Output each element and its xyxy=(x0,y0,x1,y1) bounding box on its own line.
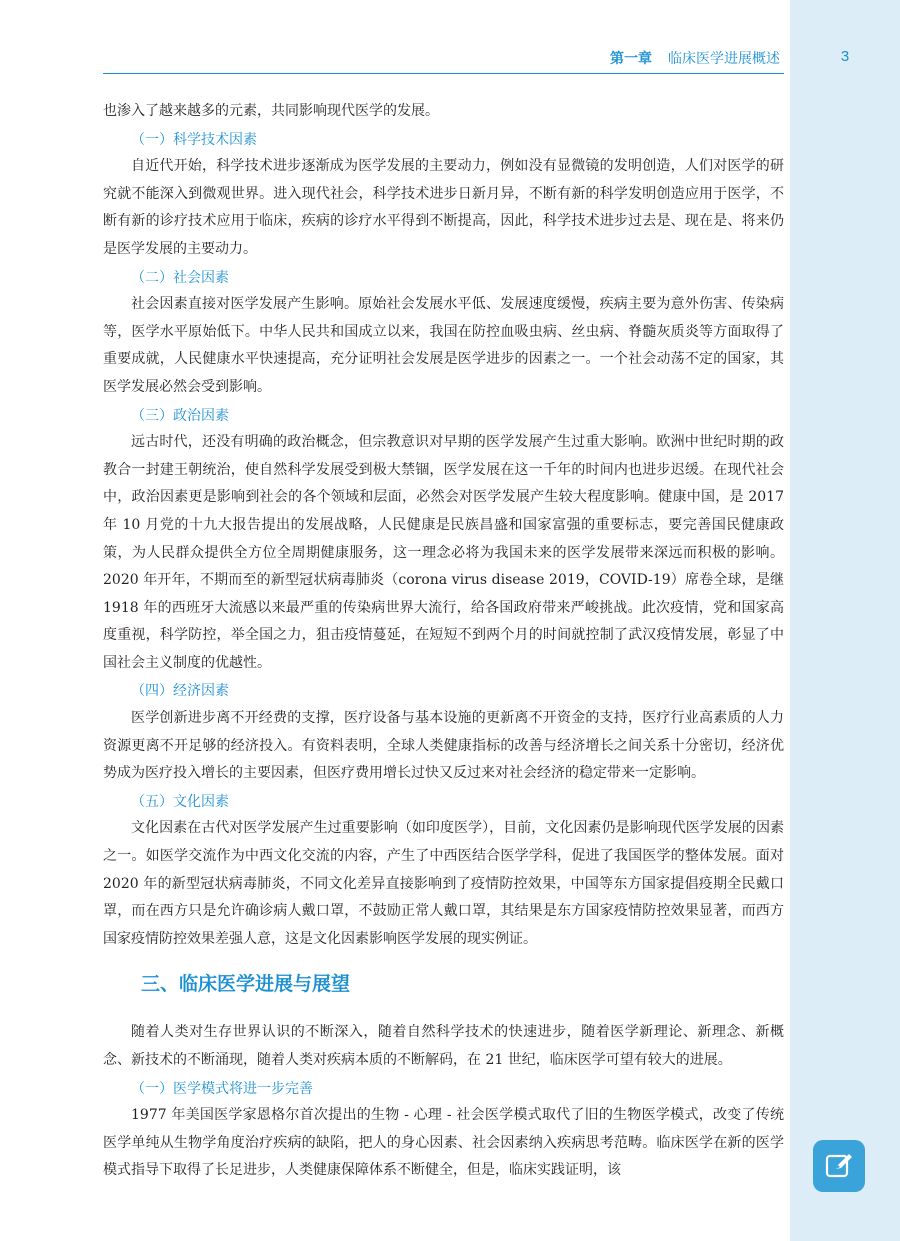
page-body xyxy=(103,98,784,1185)
paragraph: 医学创新进步离不开经费的支撑，医疗设备与基本设施的更新离不开资金的支持，医疗行业高素质的人力资源更离不开足够的经济投入。有资料表明，全球人类健康指标的改善与经济增长之间关系十分密切，经济优势成为医疗投入增长的主要因素，但医疗费用增长过快又反过来对社会经济的稳定带来一定影响。 xyxy=(103,710,784,782)
paragraph: 自近代开始，科学技术进步逐渐成为医学发展的主要动力，例如没有显微镜的发明创造，人们对医学的研究就不能深入到微观世界。进入现代社会，科学技术进步日新月异，不断有新的科学发明创造应用于医学，不断有新的诊疗技术应用于临床，疾病的诊疗水平得到不断提高，因此，科学技术进步过去是、现在是、将来仍是医学发展的主要动力。 xyxy=(103,158,784,257)
paragraph: 文化因素在古代对医学发展产生过重要影响（如印度医学），目前，文化因素仍是影响现代医学发展的因素之一。如医学交流作为中西文化交流的内容，产生了中西医结合医学学科，促进了我国医学的整体发展。面对 2020 年的新型冠状病毒肺炎，不同文化差异直接影响到了疫情防控效果，中国等东方国家提倡疫期全民戴口罩，而在西方只是允许确诊病人戴口罩，不鼓励正常人戴口罩，其结果是东方国家疫情防控效果显著，而西方国家疫情防控效果差强人意，这是文化因素影响医学发展的现实例证。 xyxy=(103,820,784,947)
paragraph: 社会因素直接对医学发展产生影响。原始社会发展水平低、发展速度缓慢，疾病主要为意外伤害、传染病等，医学水平原始低下。中华人民共和国成立以来，我国在防控血吸虫病、丝虫病、脊髓灰质炎等方面取得了重要成就，人民健康水平快速提高，充分证明社会发展是医学进步的因素之一。一个社会动荡不定的国家，其医学发展必然会受到影响。 xyxy=(103,296,784,395)
page-number: 3 xyxy=(840,48,850,65)
side-band xyxy=(790,0,900,1241)
paragraph: 也渗入了越来越多的元素，共同影响现代医学的发展。 xyxy=(103,103,439,119)
running-header xyxy=(103,48,784,74)
paragraph: 1977 年美国医学家恩格尔首次提出的生物 - 心理 - 社会医学模式取代了旧的生物医学模式，改变了传统医学单纯从生物学角度治疗疾病的缺陷，把人的身心因素、社会因素纳入疾病思考范畴。临床医学在新的医学模式指导下取得了长足进步，人类健康保障体系不断健全，但是，临床实践证明，该 xyxy=(103,1107,784,1179)
subsection-heading: （三）政治因素 xyxy=(131,406,229,423)
subsection-heading: （四）经济因素 xyxy=(131,682,229,699)
chapter-title: 临床医学进展概述 xyxy=(668,50,780,66)
subsection-heading: （一）科学技术因素 xyxy=(131,130,257,147)
subsection-heading: （五）文化因素 xyxy=(131,792,229,809)
paragraph: 远古时代，还没有明确的政治概念，但宗教意识对早期的医学发展产生过重大影响。欧洲中世纪时期的政教合一封建王朝统治，使自然科学发展受到极大禁锢，医学发展在这一千年的时间内也进步迟缓。在现代社会中，政治因素更是影响到社会的各个领域和层面，必然会对医学发展产生较大程度影响。健康中国，是 2017 年 10 月党的十九大报告提出的发展战略，人民健康是民族昌盛和国家富强的重要标志，要完善国民健康政策，为人民群众提供全方位全周期健康服务，这一理念必将为我国未来的医学发展带来深远而积极的影响。2020 年开年，不期而至的新型冠状病毒肺炎（corona virus disease 2019，COVID-19）席卷全球，是继 1918 年的西班牙大流感以来最严重的传染病世界大流行，给各国政府带来严峻挑战。此次疫情，党和国家高度重视，科学防控，举全国之力，狙击疫情蔓延，在短短不到两个月的时间就控制了武汉疫情发展，彰显了中国社会主义制度的优越性。 xyxy=(103,434,784,671)
subsection-heading: （一）医学模式将进一步完善 xyxy=(131,1079,313,1096)
subsection-heading: （二）社会因素 xyxy=(131,268,229,285)
paragraph: 随着人类对生存世界认识的不断深入，随着自然科学技术的快速进步，随着医学新理论、新理念、新概念、新技术的不断涌现，随着人类对疾病本质的不断解码，在 21 世纪，临床医学可望有较大的进展。 xyxy=(103,1024,784,1068)
pencil-note-icon xyxy=(824,1151,854,1181)
chapter-label: 第一章 xyxy=(610,50,652,66)
note-button[interactable] xyxy=(813,1140,865,1192)
section-heading: 三、临床医学进展与展望 xyxy=(141,974,351,996)
